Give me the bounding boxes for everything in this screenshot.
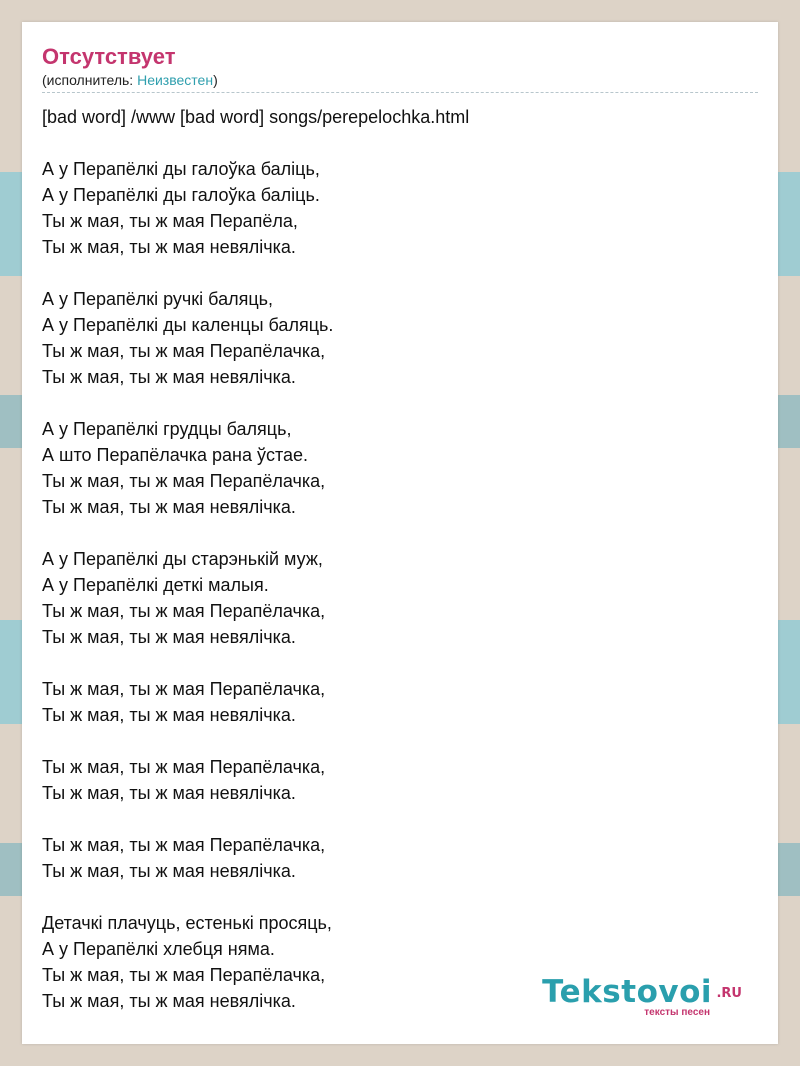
artist-link[interactable]: Неизвестен bbox=[137, 72, 214, 88]
site-logo[interactable] bbox=[538, 974, 748, 1024]
lyrics-stanza bbox=[42, 156, 758, 260]
lyrics-line: Ты ж мая, ты ж мая Перапёлачка, bbox=[42, 471, 326, 491]
lyrics-line: Ты ж мая, ты ж мая Перапёлачка, bbox=[42, 835, 326, 855]
lyrics-line: Ты ж мая, ты ж мая Перапёлачка, bbox=[42, 341, 326, 361]
lyrics-line: Ты ж мая, ты ж мая невялічка. bbox=[42, 497, 296, 517]
artist-prefix: (исполнитель: bbox=[42, 72, 138, 88]
logo-wordmark: Tekstovoi bbox=[542, 974, 712, 1010]
lyrics-line: Ты ж мая, ты ж мая невялічка. bbox=[42, 861, 296, 881]
artist-line bbox=[42, 70, 758, 90]
lyrics-line: Ты ж мая, ты ж мая невялічка. bbox=[42, 367, 296, 387]
song-header bbox=[42, 44, 758, 93]
lyrics-stanza bbox=[42, 546, 758, 650]
lyrics-stanza bbox=[42, 832, 758, 884]
lyrics-card bbox=[22, 22, 778, 1044]
lyrics-line: Ты ж мая, ты ж мая невялічка. bbox=[42, 991, 296, 1011]
lyrics-line: А што Перапёлачка рана ўстае. bbox=[42, 445, 309, 465]
lyrics-line: Ты ж мая, ты ж мая Перапёлачка, bbox=[42, 757, 326, 777]
lyrics-stanza bbox=[42, 286, 758, 390]
song-title: Отсутствует bbox=[42, 44, 176, 69]
lyrics-stanza bbox=[42, 416, 758, 520]
lyrics-line: Ты ж мая, ты ж мая Перапёлачка, bbox=[42, 679, 326, 699]
lyrics-line: Ты ж мая, ты ж мая Перапёлачка, bbox=[42, 601, 326, 621]
lyrics-line: Ты ж мая, ты ж мая невялічка. bbox=[42, 237, 296, 257]
lyrics-stanza bbox=[42, 676, 758, 728]
lyrics-line: Ты ж мая, ты ж мая невялічка. bbox=[42, 783, 296, 803]
lyrics-stanza bbox=[42, 104, 758, 130]
lyrics-line: А у Перапёлкі ды старэнькій муж, bbox=[42, 549, 323, 569]
lyrics-line: Ты ж мая, ты ж мая невялічка. bbox=[42, 627, 296, 647]
lyrics-line: Ты ж мая, ты ж мая Перапёлачка, bbox=[42, 965, 326, 985]
lyrics-line: А у Перапёлкі хлебця няма. bbox=[42, 939, 275, 959]
lyrics-line: А у Перапёлкі ручкі баляць, bbox=[42, 289, 274, 309]
lyrics-line: Ты ж мая, ты ж мая невялічка. bbox=[42, 705, 296, 725]
lyrics-line: А у Перапёлкі ды галоўка баліць, bbox=[42, 159, 320, 179]
lyrics-line: [bad word] /www [bad word] songs/perepelochka.html bbox=[42, 107, 470, 127]
lyrics-line: А у Перапёлкі деткі малыя. bbox=[42, 575, 269, 595]
lyrics-line: А у Перапёлкі ды галоўка баліць. bbox=[42, 185, 320, 205]
logo-tagline: тексты песен bbox=[644, 1007, 710, 1018]
lyrics-text bbox=[42, 104, 758, 1040]
lyrics-line: Детачкі плачуць, естенькі просяць, bbox=[42, 913, 332, 933]
lyrics-stanza bbox=[42, 754, 758, 806]
lyrics-line: А у Перапёлкі ды каленцы баляць. bbox=[42, 315, 334, 335]
lyrics-line: А у Перапёлкі грудцы баляць, bbox=[42, 419, 292, 439]
lyrics-line: Ты ж мая, ты ж мая Перапёла, bbox=[42, 211, 298, 231]
artist-suffix: ) bbox=[213, 72, 218, 88]
logo-tld: .RU bbox=[716, 986, 742, 1001]
